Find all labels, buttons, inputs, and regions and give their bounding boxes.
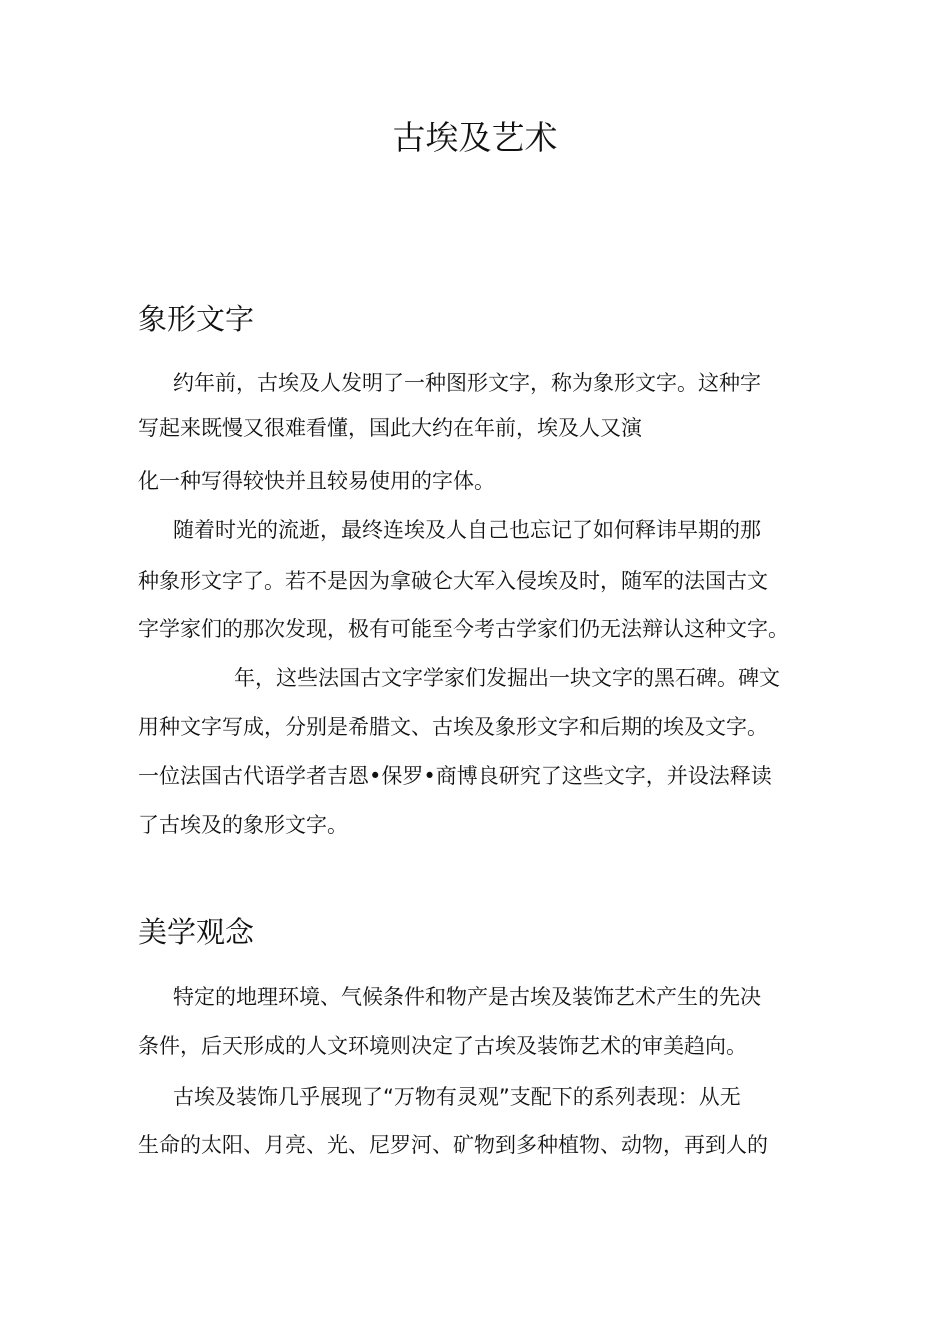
paragraph-line: 古埃及装饰几乎展现了“万物有灵观”支配下的系列表现：从无 bbox=[173, 1085, 741, 1109]
paragraph-line: 一位法国古代语学者吉恩•保罗•商博良研究了这些文字，并设法释读 bbox=[138, 764, 772, 788]
paragraph-line: 化一种写得较快并且较易使用的字体。 bbox=[138, 469, 495, 493]
paragraph-line: 随着时光的流逝，最终连埃及人自己也忘记了如何释讳早期的那 bbox=[173, 518, 761, 542]
paragraph-line: 约年前，古埃及人发明了一种图形文字，称为象形文字。这种字 bbox=[173, 371, 761, 395]
paragraph-line: 字学家们的那次发现，极有可能至今考古学家们仍无法辩认这种文字。 bbox=[138, 617, 789, 641]
section-heading-hieroglyphs: 象形文字 bbox=[138, 302, 255, 336]
paragraph-line: 写起来既慢又很难看懂，国此大约在年前，埃及人又演 bbox=[138, 416, 642, 440]
paragraph-line: 了古埃及的象形文字。 bbox=[138, 813, 348, 837]
paragraph-line: 条件，后天形成的人文环境则决定了古埃及装饰艺术的审美趋向。 bbox=[138, 1034, 747, 1058]
paragraph-line: 年，这些法国古文字学家们发掘出一块文字的黑石碑。碑文 bbox=[234, 666, 780, 690]
paragraph-line: 种象形文字了。若不是因为拿破仑大军入侵埃及时，随军的法国古文 bbox=[138, 569, 768, 593]
paragraph-line: 特定的地理环境、气候条件和物产是古埃及装饰艺术产生的先决 bbox=[173, 985, 761, 1009]
paragraph-line: 用种文字写成，分别是希腊文、古埃及象形文字和后期的埃及文字。 bbox=[138, 715, 768, 739]
section-heading-aesthetics: 美学观念 bbox=[138, 915, 255, 949]
document-title: 古埃及艺术 bbox=[392, 118, 558, 157]
paragraph-line: 生命的太阳、月亮、光、尼罗河、矿物到多种植物、动物，再到人的 bbox=[138, 1133, 768, 1157]
